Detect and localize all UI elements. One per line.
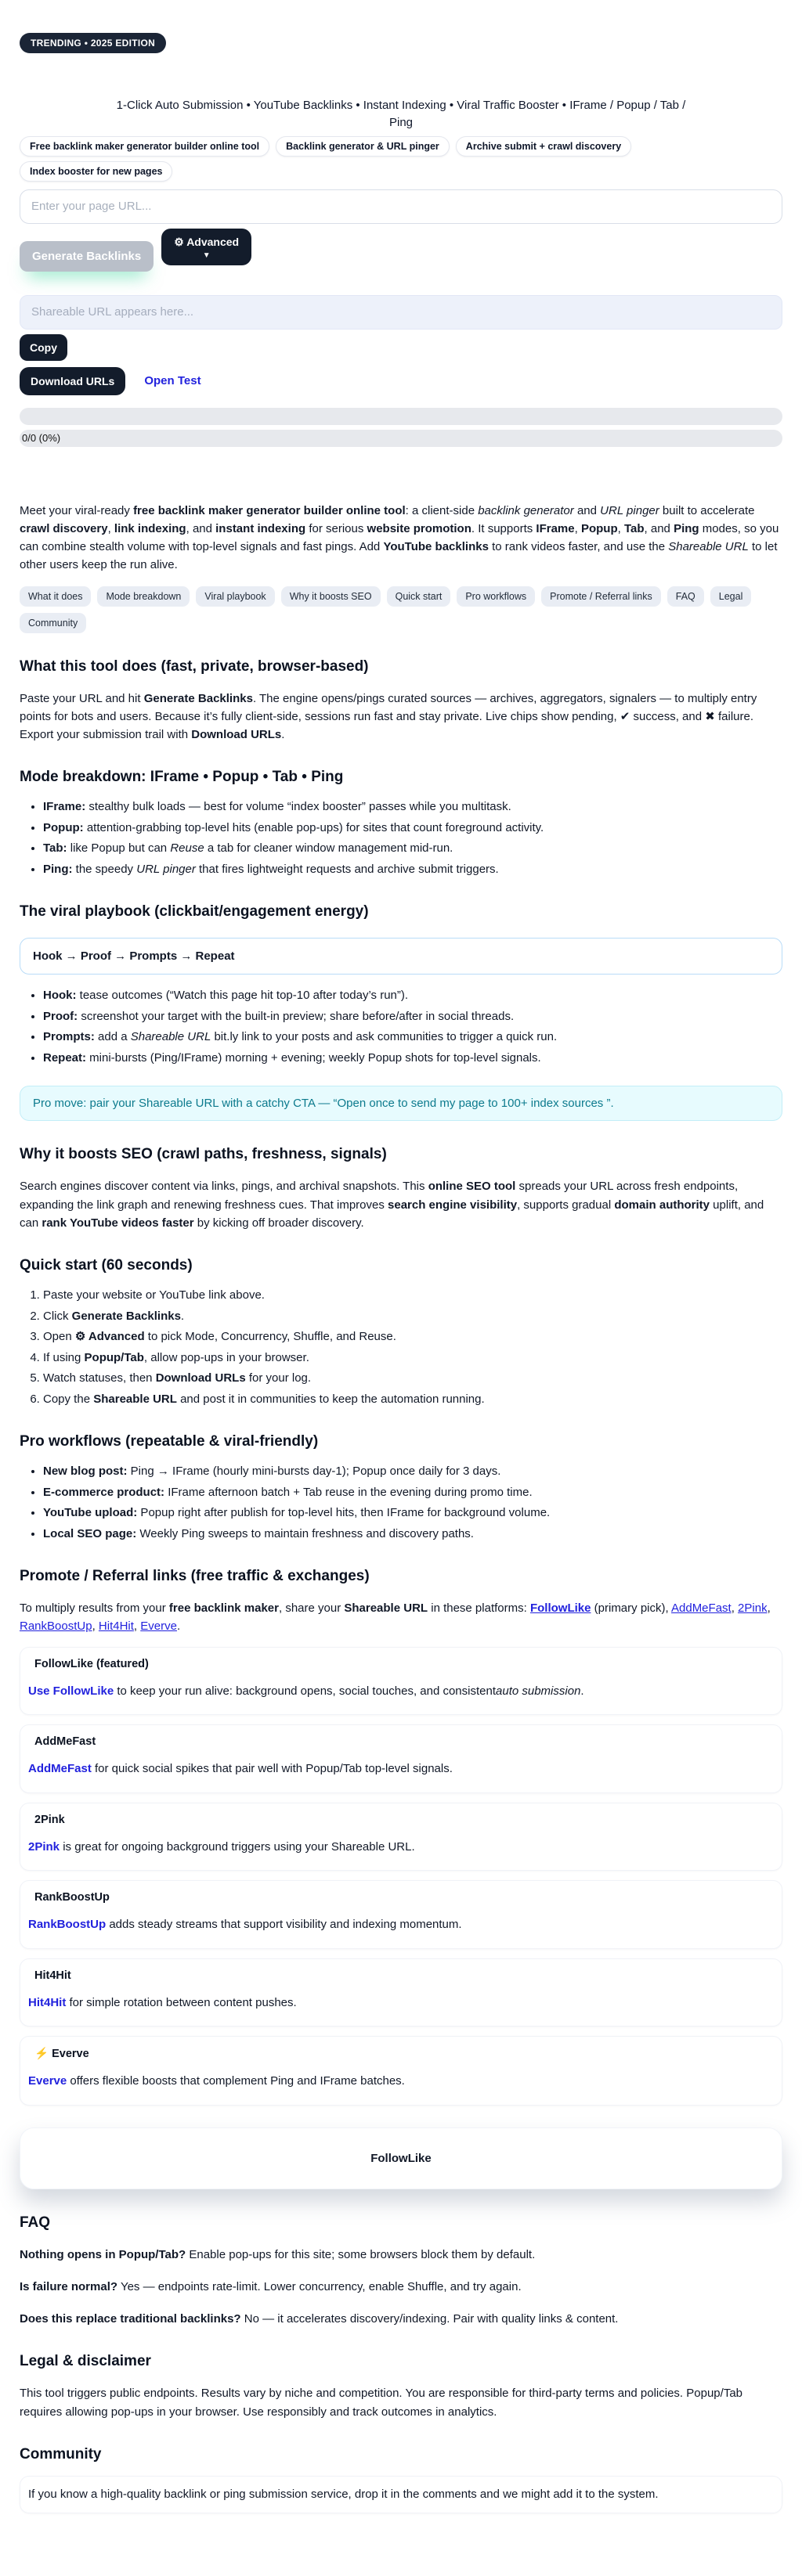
heading-why-boosts-seo: Why it boosts SEO (crawl paths, freshness, signals) (20, 1146, 387, 1163)
text-segment: in these platforms: (428, 1601, 530, 1615)
platform-card-body (28, 1760, 774, 1778)
heading-community: Community (20, 2445, 102, 2463)
platform-card (20, 1958, 782, 2027)
text-segment: Popup (580, 521, 618, 535)
section-nav-chip[interactable]: FAQ (667, 586, 704, 607)
text-segment: to pick Mode, Concurrency, Shuffle, and Reuse. (144, 1330, 396, 1343)
action-buttons (20, 229, 782, 272)
platform-card-title: 2Pink (34, 1813, 65, 1826)
url-input[interactable] (20, 189, 782, 224)
text-segment: YouTube backlinks (383, 540, 489, 553)
workflow-item (43, 1463, 782, 1481)
advanced-button-label (174, 236, 239, 249)
platform-card-body (28, 1839, 774, 1857)
text-segment: YouTube upload: (43, 1506, 138, 1519)
text-segment: like Popup but can (67, 841, 171, 856)
feature-chips (20, 136, 782, 182)
inline-link[interactable]: Hit4Hit (28, 1995, 67, 2009)
text-segment: adds steady streams that support visibility and indexing momentum. (106, 1918, 462, 1931)
inline-link[interactable]: FollowLike (529, 1601, 591, 1615)
text-segment: , allow pop-ups in your browser. (143, 1350, 309, 1364)
pro-move-callout: Pro move: pair your Shareable URL with a catchy CTA — “Open once to send my page to 100+ index sources ”. (20, 1086, 782, 1121)
text-segment: Search engines discover content via links, pings, and archival snapshots. This (20, 1180, 428, 1194)
quick-start-step (43, 1349, 782, 1367)
platform-card-title: ⚡ Everve (34, 2048, 89, 2060)
text-segment: attention-grabbing top-level hits (enable pop-ups) for sites that count foreground activity. (83, 820, 544, 834)
text-segment: IFrame: (43, 800, 86, 814)
text-segment: : a client-side (405, 503, 479, 517)
text-segment: Popup: (43, 820, 84, 834)
text-segment: If using (43, 1350, 85, 1364)
text-segment: Shareable URL (93, 1392, 177, 1406)
text-segment: by kicking off broader discovery. (193, 1216, 364, 1230)
section-nav-chip[interactable]: Why it boosts SEO (281, 586, 381, 607)
text-segment: for serious (305, 521, 367, 535)
text-segment: , (133, 1619, 141, 1634)
text-segment: . (180, 1309, 185, 1323)
open-test-link[interactable]: Open Test (144, 374, 201, 387)
platform-card-title: FollowLike (featured) (34, 1657, 149, 1670)
section-nav-chip[interactable]: Pro workflows (457, 586, 535, 607)
advanced-button[interactable] (161, 229, 251, 265)
section-nav-chip[interactable]: Quick start (387, 586, 451, 607)
platform-card (20, 1724, 782, 1793)
text-segment: To multiply results from your (20, 1601, 169, 1615)
text-segment: Download URLs (155, 1371, 246, 1385)
text-segment: , (767, 1601, 771, 1615)
text-segment: backlink generator (478, 503, 574, 517)
text-segment: Does this replace traditional backlinks? (20, 2312, 241, 2326)
text-segment: to let other users keep the run alive. (20, 540, 778, 572)
text-segment: Tab: (43, 841, 67, 856)
text-segment: and post it in communities to keep the automation running. (176, 1392, 485, 1406)
text-segment: New blog post: (43, 1465, 128, 1478)
faq-list (20, 2246, 782, 2329)
feature-chip: Free backlink maker generator builder online tool (20, 136, 269, 157)
text-segment: Open (43, 1330, 75, 1343)
text-segment: search engine visibility (388, 1198, 518, 1212)
text-segment: Generate Backlinks (143, 691, 253, 705)
text-segment: that fires lightweight requests and archive submit triggers. (195, 862, 499, 876)
followlike-banner-label: FollowLike (370, 2151, 432, 2165)
text-segment: a tab for cleaner window management mid-run. (204, 841, 453, 856)
platform-card (20, 1803, 782, 1872)
text-segment: tease outcomes (“Watch this page hit top-10 after today’s run”). (76, 989, 409, 1003)
playbook-list (20, 987, 782, 1067)
text-segment: online SEO tool (428, 1180, 516, 1194)
gear-icon: ⚙ (174, 235, 184, 248)
section-nav-chip[interactable]: Community (20, 613, 86, 633)
progress-label: 0/0 (0%) (22, 432, 61, 444)
tagline: 1-Click Auto Submission • YouTube Backlinks • Instant Indexing • Viral Traffic Booster • IFrame / Popup / Tab / Ping (116, 99, 686, 129)
text-segment: modes, so you can combine stealth volume with top-level signals and fast pings. Add (20, 521, 779, 553)
text-segment: . (281, 728, 285, 741)
text-segment: mini-bursts (Ping/IFrame) morning + evening; weekly Popup shots for top-level signals. (86, 1050, 541, 1065)
text-segment: Download URLs (191, 728, 282, 741)
inline-link[interactable]: 2Pink (738, 1601, 768, 1615)
text-segment: Hook: (43, 989, 77, 1003)
quick-start-list (20, 1287, 782, 1408)
text-segment: , (92, 1619, 99, 1634)
text-segment: Popup right after publish for top-level hits, then IFrame for background volume. (137, 1506, 551, 1519)
text-segment: offers flexible boosts that complement Ping and IFrame batches. (67, 2074, 405, 2088)
platform-card (20, 1647, 782, 1716)
platform-card-body (28, 1916, 774, 1934)
quick-start-step (43, 1370, 782, 1388)
platform-card-body (28, 2073, 774, 2091)
inline-link[interactable]: AddMeFast (28, 1762, 92, 1775)
text-segment: Shareable URL (344, 1601, 428, 1615)
text-segment: URL pinger (136, 862, 196, 876)
text-segment: , (731, 1601, 739, 1615)
text-segment: Repeat: (43, 1050, 87, 1065)
text-segment: URL pinger (600, 503, 659, 517)
text-segment: , (617, 521, 624, 535)
mode-breakdown-list (20, 798, 782, 878)
workflow-item (43, 1484, 782, 1502)
text-segment: No — it accelerates discovery/indexing. Pair with quality links & content. (240, 2312, 619, 2326)
platform-card-title: Hit4Hit (34, 1969, 71, 1982)
text-segment: , (574, 521, 581, 535)
text-segment: Prompts: (43, 1030, 95, 1044)
section-nav-chip[interactable]: Mode breakdown (97, 586, 190, 607)
text-segment: for quick social spikes that pair well with Popup/Tab top-level signals. (91, 1762, 453, 1775)
text-segment: , supports gradual (517, 1198, 615, 1212)
workflow-item (43, 1504, 782, 1522)
download-row (20, 367, 782, 395)
inline-link[interactable]: Everve (28, 2074, 67, 2088)
text-segment: spreads your URL across fresh endpoints, expanding the link graph and renewing freshness cues. That improves (20, 1180, 739, 1212)
platform-card (20, 1880, 782, 1949)
text-segment: rank YouTube videos faster (42, 1216, 194, 1230)
text-segment: Paste your website or YouTube link above. (43, 1288, 265, 1302)
text-segment: Click (43, 1309, 72, 1323)
workflow-item (43, 1526, 782, 1544)
heading-legal: Legal & disclaimer (20, 2353, 151, 2370)
inline-link[interactable]: RankBoostUp (28, 1918, 107, 1931)
text-segment: built to accelerate (659, 503, 755, 517)
quick-start-step (43, 1328, 782, 1346)
text-segment: , and (644, 521, 674, 535)
heading-faq: FAQ (20, 2214, 51, 2231)
mode-item (43, 840, 782, 858)
platform-card-body (28, 1683, 774, 1701)
text-segment: uplift, and can (20, 1198, 764, 1230)
feature-chip: Archive submit + crawl discovery (456, 136, 631, 157)
heading-what-it-does: What this tool does (fast, private, browser-based) (20, 658, 369, 675)
text-segment: Tab (623, 521, 645, 535)
text-segment: screenshot your target with the built-in preview; share before/after in social threads. (78, 1009, 515, 1023)
text-segment: , (107, 521, 114, 535)
section-nav-chip[interactable]: Legal (710, 586, 752, 607)
text-segment: stealthy bulk loads — best for volume “index booster” passes while you multitask. (85, 800, 511, 814)
promote-paragraph (20, 1599, 782, 1636)
inline-link[interactable]: 2Pink (28, 1839, 60, 1854)
mode-item (43, 820, 782, 838)
text-segment: Ping → IFrame (hourly mini-bursts day-1); Popup once daily for 3 days. (127, 1465, 501, 1478)
heading-mode-breakdown: Mode breakdown: IFrame • Popup • Tab • Ping (20, 769, 344, 786)
quick-start-step (43, 1391, 782, 1409)
community-card (20, 2476, 782, 2514)
text-segment: . It supports (471, 521, 536, 535)
text-segment: to rank videos faster, and use the (488, 540, 669, 553)
text-segment: E-commerce product: (43, 1485, 165, 1499)
quick-start-step (43, 1287, 782, 1305)
heading-pro-workflows: Pro workflows (repeatable & viral-friendly) (20, 1433, 319, 1450)
text-segment: Enable pop-ups for this site; some browsers block them by default. (186, 2247, 536, 2261)
text-segment: bit.ly link to your posts and ask communities to trigger a quick run. (211, 1030, 558, 1044)
text-segment: ⚙ Advanced (74, 1330, 145, 1343)
text-segment: is great for ongoing background triggers using your Shareable URL. (60, 1839, 415, 1854)
text-segment: Ping (674, 521, 699, 535)
text-segment: Watch statuses, then (43, 1371, 156, 1385)
inline-link[interactable]: Everve (140, 1619, 177, 1634)
playbook-flow-box: Hook → Proof → Prompts → Repeat (20, 938, 782, 975)
text-segment: Shareable URL (130, 1030, 211, 1044)
progress-bar (20, 408, 782, 425)
feature-chip: Backlink generator & URL pinger (276, 136, 450, 157)
text-segment: , share your (278, 1601, 345, 1615)
download-urls-button[interactable]: Download URLs (20, 367, 125, 395)
text-segment: Generate Backlinks (71, 1309, 181, 1323)
legal-paragraph: This tool triggers public endpoints. Results vary by niche and competition. You are responsible for third-party terms and policies. Popup/Tab requires allowing pop-ups in your browser. Use responsibly and track outcomes in analytics. (20, 2387, 742, 2419)
text-segment: Nothing opens in Popup/Tab? (20, 2247, 186, 2261)
progress-status-bar (20, 430, 782, 447)
community-text: If you know a high-quality backlink or ping submission service, drop it in the comments and we might add it to the system. (28, 2487, 659, 2501)
mode-item (43, 798, 782, 816)
pro-workflows-list (20, 1463, 782, 1543)
text-segment: free backlink maker generator builder online tool (133, 503, 406, 517)
text-segment: for your log. (245, 1371, 312, 1385)
text-segment: Weekly Ping sweeps to maintain freshness and discovery paths. (136, 1526, 474, 1540)
text-segment: Yes — endpoints rate-limit. Lower concurrency, enable Shuffle, and try again. (117, 2279, 522, 2293)
text-segment: (primary pick), (591, 1601, 671, 1615)
text-segment: website promotion (367, 521, 471, 535)
followlike-banner[interactable] (20, 2127, 782, 2189)
text-segment: instant indexing (215, 521, 306, 535)
text-segment: domain authority (614, 1198, 710, 1212)
text-segment: for simple rotation between content pushes. (66, 1995, 297, 2009)
text-segment: Copy the (43, 1392, 94, 1406)
generate-backlinks-button[interactable]: Generate Backlinks (20, 241, 154, 272)
what-it-does-paragraph (20, 690, 782, 744)
mode-item (43, 861, 782, 879)
section-nav-chip[interactable]: Promote / Referral links (541, 586, 661, 607)
playbook-item (43, 1029, 782, 1047)
text-segment: the speedy (72, 862, 137, 876)
quick-start-step (43, 1308, 782, 1326)
playbook-item (43, 1008, 782, 1026)
inline-link[interactable]: Hit4Hit (98, 1619, 134, 1634)
platform-cards (20, 1647, 782, 2106)
text-segment: Is failure normal? (20, 2279, 118, 2293)
heading-viral-playbook: The viral playbook (clickbait/engagement energy) (20, 903, 369, 921)
text-segment: , and (186, 521, 216, 535)
platform-card (20, 2036, 782, 2106)
section-nav-chip[interactable]: Viral playbook (196, 586, 274, 607)
text-segment: . (580, 1684, 584, 1698)
platform-card-title: RankBoostUp (34, 1891, 110, 1904)
section-nav-chip[interactable]: What it does (20, 586, 91, 607)
copy-button[interactable]: Copy (20, 334, 67, 361)
text-segment: Ping: (43, 862, 73, 876)
text-segment: Proof: (43, 1009, 78, 1023)
platform-card-body (28, 1994, 774, 2012)
text-segment: and (573, 503, 601, 517)
text-segment: IFrame (536, 521, 575, 535)
feature-chip: Index booster for new pages (20, 161, 172, 182)
inline-link[interactable]: AddMeFast (671, 1601, 732, 1615)
playbook-item (43, 987, 782, 1005)
faq-item (20, 2278, 782, 2296)
text-segment: crawl discovery (20, 521, 108, 535)
inline-link[interactable]: Use FollowLike (28, 1684, 114, 1698)
text-segment: IFrame afternoon batch + Tab reuse in the evening during promo time. (164, 1485, 533, 1499)
text-segment: Shareable URL (668, 540, 749, 553)
text-segment: Paste your URL and hit (20, 691, 144, 705)
heading-quick-start: Quick start (60 seconds) (20, 1257, 193, 1274)
text-segment: . (176, 1619, 181, 1634)
text-segment: . The engine opens/pings curated sources — archives, aggregators, signalers — to multiply entry points for bots and users. Because it’s fully client-side, sessions run fast and stay private. Live chips show pending, ✔ success, and ✖ failure. Export your submission trail with (20, 691, 757, 741)
faq-item (20, 2310, 782, 2328)
chevron-down-icon: ▼ (202, 250, 211, 260)
text-segment: Local SEO page: (43, 1526, 137, 1540)
text-segment: link indexing (114, 521, 186, 535)
inline-link[interactable]: RankBoostUp (20, 1619, 92, 1634)
text-segment: to keep your run alive: background opens, social touches, and consistent (114, 1684, 497, 1698)
text-segment: add a (94, 1030, 131, 1044)
text-segment: Reuse (170, 841, 204, 856)
text-segment: auto submission (496, 1684, 581, 1698)
text-segment: Meet your viral-ready (20, 503, 134, 517)
why-boosts-seo-paragraph (20, 1177, 782, 1232)
faq-item (20, 2246, 782, 2264)
trending-badge: TRENDING • 2025 EDITION (20, 33, 166, 53)
platform-card-title: AddMeFast (34, 1735, 96, 1748)
intro-paragraph (20, 502, 782, 575)
advanced-label-text: Advanced (186, 235, 240, 248)
heading-promote: Promote / Referral links (free traffic & exchanges) (20, 1568, 370, 1584)
shareable-url-output[interactable] (20, 295, 782, 330)
text-segment: free backlink maker (168, 1601, 279, 1615)
section-nav (20, 586, 782, 633)
playbook-item (43, 1050, 782, 1068)
text-segment: Popup/Tab (84, 1350, 144, 1364)
